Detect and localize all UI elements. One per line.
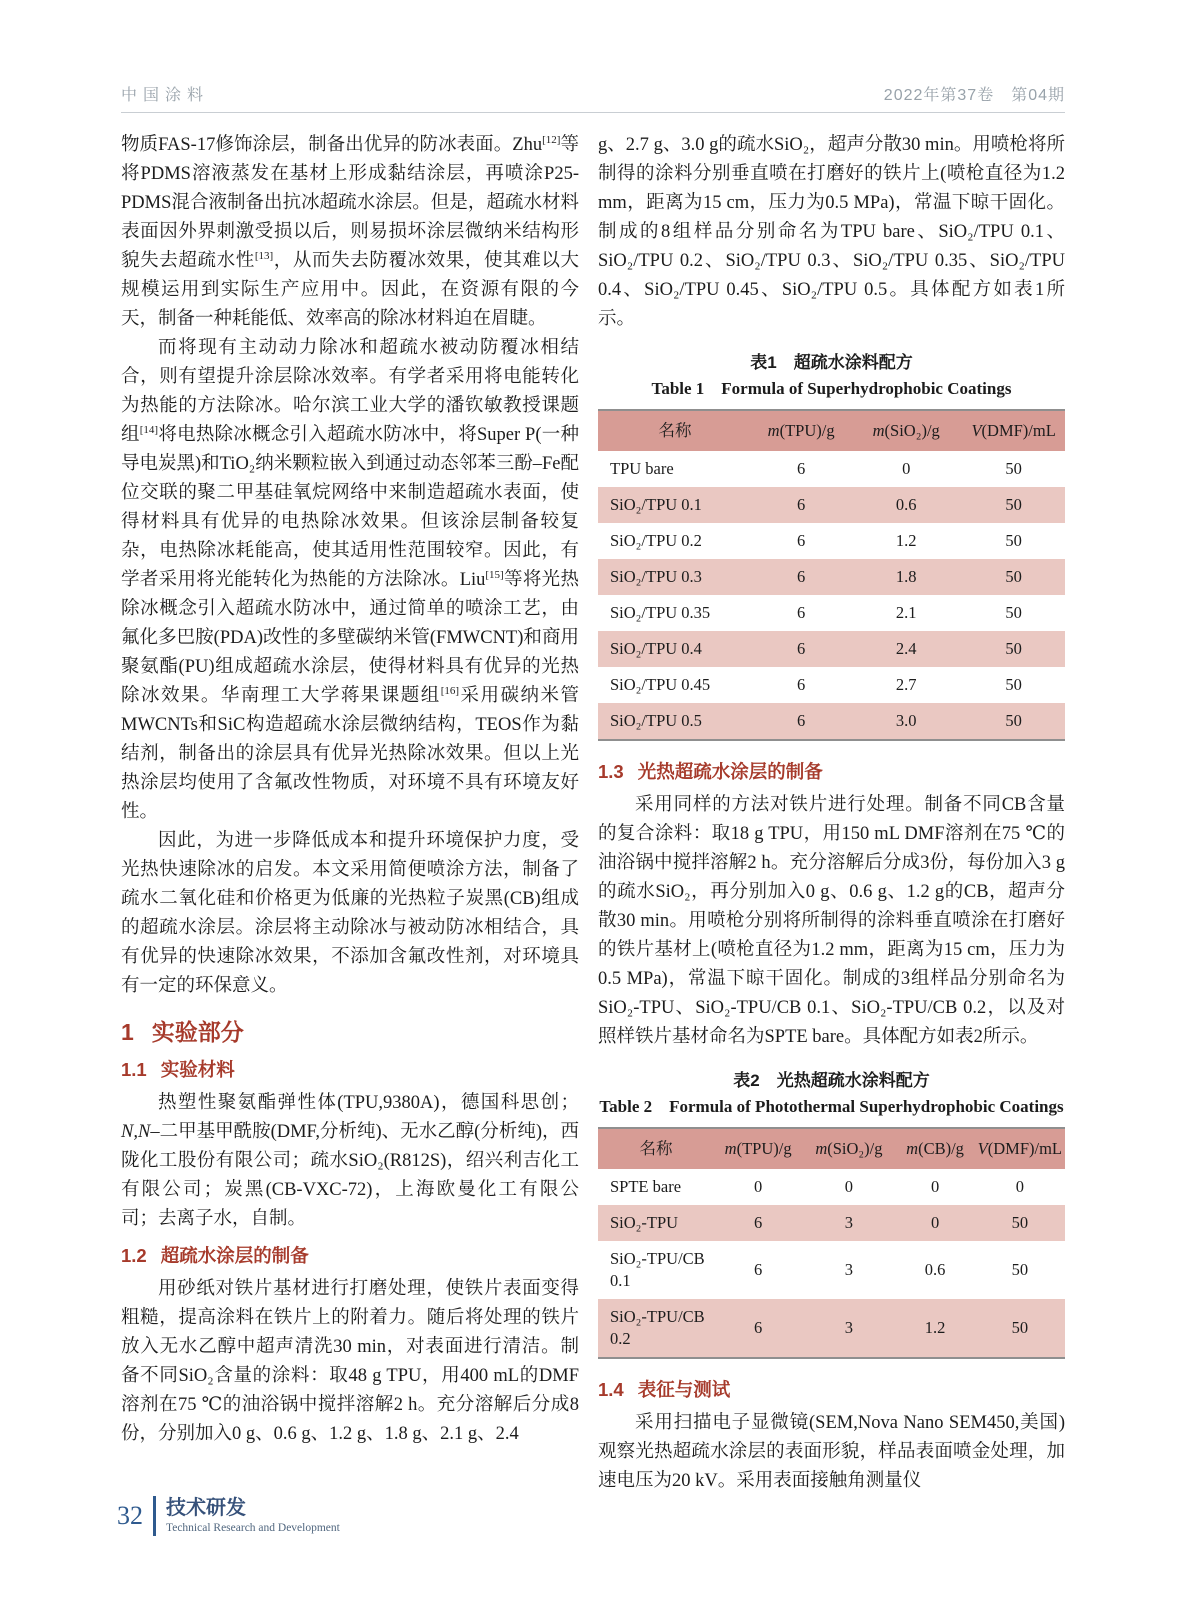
section-heading-1.2 — [121, 1243, 579, 1269]
italic-text: N,N — [121, 1122, 151, 1142]
footer-section-en: Technical Research and Development — [166, 1522, 340, 1534]
table-row — [598, 1299, 1065, 1358]
table-2 — [598, 1127, 1065, 1359]
section-number: 1.2 — [121, 1245, 147, 1266]
column-header: m(SiO₂)/g — [802, 1128, 895, 1169]
table-cell: 50 — [1005, 711, 1022, 730]
table-cell: 50 — [1011, 1318, 1029, 1337]
footer-divider — [153, 1496, 156, 1536]
table-row — [598, 1205, 1065, 1241]
table-cell: 2.4 — [895, 639, 917, 658]
footer-section — [166, 1496, 340, 1536]
table-row — [598, 487, 1065, 523]
table-cell: 0 — [844, 1177, 854, 1196]
table-cell: 2.7 — [895, 675, 917, 694]
column-header: m(TPU)/g — [752, 410, 850, 451]
issue-info: 2022年第37卷 第04期 — [883, 87, 1065, 104]
column-header: V(DMF)/mL — [962, 410, 1065, 451]
page-footer — [117, 1496, 340, 1536]
table-row — [598, 595, 1065, 631]
italic-text: V — [977, 1139, 988, 1158]
table-cell: 50 — [1005, 459, 1022, 478]
paragraph: g、2.7 g、3.0 g的疏水SiO₂，超声分散30 min。用喷枪将所制得的涂料分别垂直喷在打磨好的铁片上(喷枪直径为1.2 mm，距离为15 cm，压力为0.5 MPa)，常温下晾干固化。制成的8组样品分别命名为TPU bare、SiO₂/TPU 0.1、SiO₂/TPU 0.2、SiO₂/TPU 0.3、SiO₂/TPU 0.35、SiO₂/TPU 0.4、SiO₂/TPU 0.45、SiO₂/TPU 0.5。具体配方如表1所示。 — [598, 135, 1065, 329]
citation-ref: [13] — [254, 249, 274, 262]
paragraph: 采用同样的方法对铁片进行处理。制备不同CB含量的复合涂料：取18 g TPU，用150 mL DMF溶剂在75 ℃的油浴锅中搅拌溶解2 h。充分溶解后分成3份，每份加入3 g的疏水SiO₂，再分别加入0 g、0.6 g、1.2 g的CB，超声分散30 min。用喷枪分别将所制得的涂料垂直喷涂在打磨好的铁片基材上(喷枪直径为1.2 mm，距离为15 cm，压力为0.5 MPa)，常温下晾干固化。制成的3组样品分别命名为SiO₂-TPU、SiO₂-TPU/CB 0.1、SiO₂-TPU/CB 0.2，以及对照样铁片基材命名为SPTE bare。具体配方如表2所示。 — [598, 795, 1065, 1047]
paragraph: 采用扫描电子显微镜(SEM,Nova Nano SEM450,美国)观察光热超疏水涂层的表面形貌，样品表面喷金处理，加速电压为20 kV。采用表面接触角测量仪 — [598, 1413, 1065, 1491]
italic-text: m — [767, 421, 780, 440]
table-row — [598, 559, 1065, 595]
table-cell: 6 — [754, 1213, 763, 1232]
table-2-block — [598, 1068, 1065, 1359]
table-cell: 50 — [1005, 531, 1022, 550]
paragraph: 热塑性聚氨酯弹性体(TPU,9380A)，德国科思创；N,N–二甲基甲酰胺(DMF,分析纯)、无水乙醇(分析纯)，西陇化工股份有限公司；疏水SiO₂(R812S)，绍兴利吉化工有限公司；炭黑(CB-VXC-72)，上海欧曼化工有限公司；去离子水，自制。 — [121, 1093, 579, 1229]
paragraph: 用砂纸对铁片基材进行打磨处理，使铁片表面变得粗糙，提高涂料在铁片上的附着力。随后将处理的铁片放入无水乙醇中超声清洗30 min，对表面进行清洁。制备不同SiO₂含量的涂料：取48 g TPU，用400 mL的DMF溶剂在75 ℃的油浴锅中搅拌溶解2 h。充分溶解后分成8份，分别加入0 g、0.6 g、1.2 g、1.8 g、2.1 g、2.4 — [121, 1279, 579, 1444]
section-heading-1.3 — [598, 759, 1065, 785]
table-cell: SiO₂/TPU 0.45 — [610, 675, 711, 694]
table-1 — [598, 409, 1065, 741]
table-cell: 6 — [797, 531, 806, 550]
citation-ref: [16] — [440, 684, 460, 697]
section-title: 光热超疏水涂层的制备 — [637, 761, 823, 782]
paragraph: 因此，为进一步降低成本和提升环境保护力度，受光热快速除冰的启发。本文采用简便喷涂方法，制备了疏水二氧化硅和价格更为低廉的光热粒子炭黑(CB)组成的超疏水涂层。涂层将主动除冰与被动防冰相结合，具有优异的快速除冰效果，不添加含氟改性剂，对环境具有一定的环保意义。 — [121, 831, 579, 996]
table-cell: 0 — [902, 459, 911, 478]
table-row — [598, 523, 1065, 559]
table-cell: 0 — [930, 1213, 940, 1232]
table-cell: 0 — [1015, 1177, 1024, 1196]
table-cell: TPU bare — [610, 459, 674, 478]
table-cell: 6 — [797, 459, 806, 478]
citation-ref: [12] — [542, 133, 561, 146]
italic-text: m — [815, 1139, 828, 1158]
section-number: 1.3 — [598, 761, 624, 782]
table-cell: SPTE bare — [610, 1177, 682, 1196]
column-header: 名称 — [598, 410, 752, 451]
table-cell: SiO₂/TPU 0.5 — [610, 711, 702, 730]
paragraph: 物质FAS-17修饰涂层，制备出优异的防冰表面。Zhu[12]等将PDMS溶液蒸发在基材上形成黏结涂层，再喷涂P25-PDMS混合液制备出抗冰超疏水涂层。但是，超疏水材料表面因外界刺激受损以后，则易损坏涂层微纳米结构形貌失去超疏水性[13]，从而失去防覆冰效果，使其难以大规模运用到实际生产应用中。因此，在资源有限的今天，制备一种耗能低、效率高的除冰材料迫在眉睫。 — [121, 133, 579, 329]
table-row — [598, 703, 1065, 740]
table-1-block — [598, 350, 1065, 741]
italic-text: m — [872, 421, 885, 440]
table-cell: SiO₂/TPU 0.1 — [610, 495, 702, 514]
footer-section-cn: 技术研发 — [166, 1497, 246, 1519]
journal-name: 中国涂料 — [121, 87, 210, 104]
table-cell: 50 — [1005, 495, 1022, 514]
page-header — [121, 82, 1065, 113]
table-cell: 3.0 — [895, 711, 917, 730]
table-cell: SiO₂-TPU/​CB 0.1 — [610, 1249, 705, 1290]
table-row — [598, 631, 1065, 667]
right-column — [598, 131, 1065, 1496]
table-cell: SiO₂-TPU — [610, 1213, 679, 1232]
table-cell: 50 — [1005, 567, 1022, 586]
table-cell: SiO₂/TPU 0.2 — [610, 531, 702, 550]
italic-text: m — [724, 1139, 737, 1158]
table-row — [598, 667, 1065, 703]
table-cell: 0 — [930, 1177, 940, 1196]
table-cell: 1.8 — [895, 567, 917, 586]
table-cell: 6 — [797, 675, 806, 694]
section-heading-1.4 — [598, 1377, 1065, 1403]
table-cell: 3 — [844, 1318, 854, 1337]
table-cell: 1.2 — [924, 1318, 946, 1337]
column-header: 名称 — [598, 1128, 714, 1169]
table-cell: 3 — [844, 1260, 854, 1279]
column-header: m(SiO₂)/g — [850, 410, 962, 451]
table-cell: 6 — [754, 1318, 763, 1337]
table-2-caption-cn: 表2 光热超疏水涂料配方 — [733, 1071, 930, 1090]
italic-text: m — [906, 1139, 919, 1158]
section-title: 实验材料 — [160, 1059, 235, 1080]
table-cell: 6 — [797, 495, 806, 514]
column-header: V(DMF)/mL — [975, 1128, 1065, 1169]
section-heading-1.1 — [121, 1057, 579, 1083]
table-cell: 2.1 — [895, 603, 917, 622]
column-header: m(CB)/g — [895, 1128, 974, 1169]
section-title: 表征与测试 — [637, 1379, 731, 1400]
table-cell: 6 — [754, 1260, 763, 1279]
section-title: 实验部分 — [151, 1019, 244, 1045]
table-cell: 6 — [797, 639, 806, 658]
table-cell: SiO₂/TPU 0.35 — [610, 603, 711, 622]
citation-ref: [15] — [485, 568, 504, 581]
table-header-row — [598, 1128, 1065, 1169]
table-cell: 50 — [1005, 639, 1022, 658]
table-cell: SiO₂/TPU 0.4 — [610, 639, 702, 658]
table-row — [598, 1169, 1065, 1205]
table-cell: 3 — [844, 1213, 854, 1232]
table-cell: 50 — [1005, 603, 1022, 622]
paragraph: 而将现有主动动力除冰和超疏水被动防覆冰相结合，则有望提升涂层除冰效率。有学者采用将电能转化为热能的方法除冰。哈尔滨工业大学的潘钦敏教授课题组[14]将电热除冰概念引入超疏水防冰中，将Super P(一种导电炭黑)和TiO₂纳米颗粒嵌入到通过动态邻苯三酚–Fe配位交联的聚二甲基硅氧烷网络中来制造超疏水表面，使得材料具有优异的电热除冰效果。但该涂层制备较复杂，电热除冰耗能高，使其适用性范围较窄。因此，有学者采用将光能转化为热能的方法除冰。Liu[15]等将光热除冰概念引入超疏水防冰中，通过简单的喷涂工艺，由氟化多巴胺(PDA)改性的多壁碳纳米管(FMWCNT)和商用聚氨酯(PU)组成超疏水涂层，使得材料具有优异的光热除冰效果。华南理工大学蒋果课题组[16]采用碳纳米管MWCNTs和SiC构造超疏水涂层微纳结构，TEOS作为黏结剂，制备出的涂层具有优异光热除冰效果。但以上光热涂层均使用了含氟改性物质，对环境不具有环境友好性。 — [121, 338, 580, 822]
section-heading-1 — [121, 1017, 579, 1047]
table-cell: 6 — [797, 603, 806, 622]
table-cell: 50 — [1005, 675, 1022, 694]
section-number: 1 — [121, 1019, 134, 1045]
table-cell: 1.2 — [895, 531, 917, 550]
table-cell: 0 — [754, 1177, 763, 1196]
page-number: 32 — [117, 1501, 143, 1530]
table-cell: 6 — [797, 567, 806, 586]
section-number: 1.4 — [598, 1379, 624, 1400]
table-cell: 50 — [1011, 1213, 1029, 1232]
italic-text: V — [971, 421, 982, 440]
table-cell: SiO₂-TPU/​CB 0.2 — [610, 1307, 705, 1348]
table-1-caption-en: Table 1 Formula of Superhydrophobic Coatings — [651, 379, 1012, 398]
column-header: m(TPU)/g — [714, 1128, 803, 1169]
section-title: 超疏水涂层的制备 — [160, 1245, 309, 1266]
table-header-row — [598, 410, 1065, 451]
table-2-caption-en: Table 2 Formula of Photothermal Superhydrophobic Coatings — [599, 1097, 1064, 1116]
left-column — [121, 131, 579, 1449]
table-row — [598, 451, 1065, 487]
table-cell: 6 — [797, 711, 806, 730]
table-cell: 50 — [1011, 1260, 1029, 1279]
table-cell: 0.6 — [895, 495, 917, 514]
table-cell: 0.6 — [924, 1260, 946, 1279]
citation-ref: [14] — [139, 423, 159, 436]
table-1-caption-cn: 表1 超疏水涂料配方 — [750, 353, 913, 372]
section-number: 1.1 — [121, 1059, 147, 1080]
table-cell: SiO₂/TPU 0.3 — [610, 567, 702, 586]
table-row — [598, 1241, 1065, 1299]
